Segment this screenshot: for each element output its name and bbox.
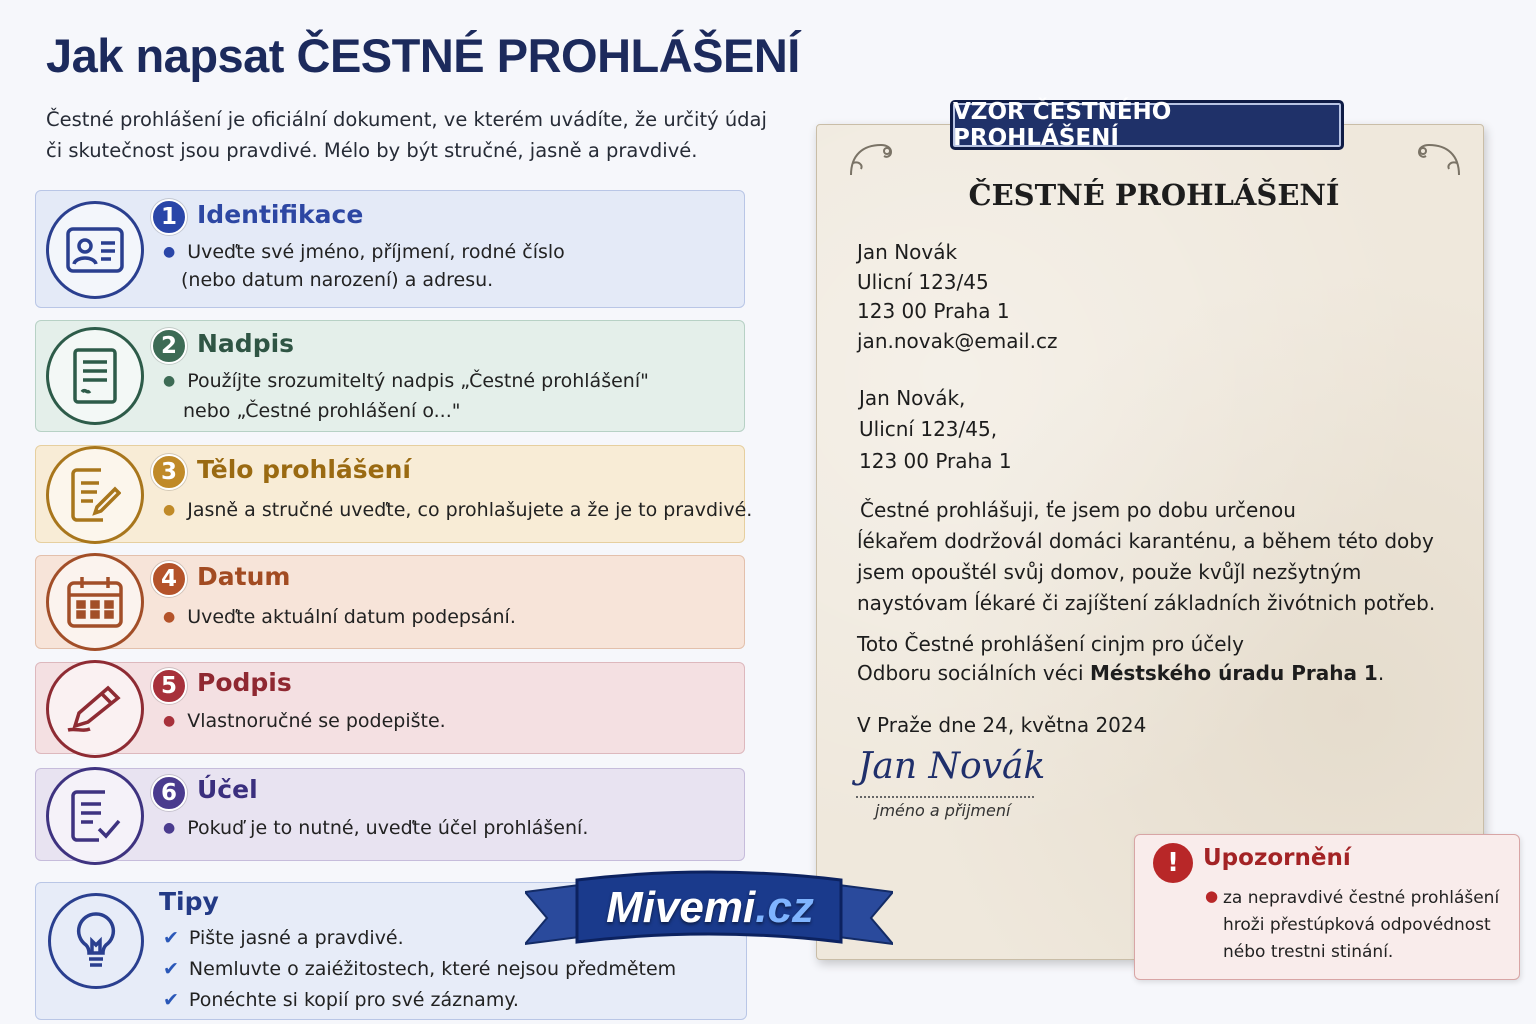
step-heading: Identifikace bbox=[197, 200, 364, 229]
date-line: V Praže dne 24, května 2024 bbox=[857, 713, 1147, 737]
sender-line: Ulicní 123/45 bbox=[857, 270, 989, 294]
warning-box bbox=[1134, 834, 1520, 980]
step-bullet: ● Jasně a stručné uveďte, co prohlašujete a že je to pravdivé. bbox=[163, 499, 753, 521]
check-icon: ✔ bbox=[163, 927, 179, 949]
tips-heading: Tipy bbox=[159, 887, 219, 916]
step-bullet: ● Použíjte srozumiteltý nadpis „Čestné prohlášení" bbox=[163, 370, 649, 392]
step-bullet-cont: (nebo datum narození) a adresu. bbox=[181, 269, 494, 291]
corner-ornament-icon bbox=[847, 139, 899, 179]
step-number: 3 bbox=[151, 454, 187, 490]
step-telo bbox=[35, 445, 753, 543]
recipient-line: Ulicní 123/45, bbox=[859, 417, 998, 441]
logo[interactable]: Mivemi .cz bbox=[606, 883, 814, 932]
sender-line: Jan Novák bbox=[857, 240, 958, 264]
tip-item: ✔ Pište jasné a pravdivé. bbox=[163, 927, 404, 949]
document-edit-icon bbox=[46, 446, 144, 544]
sender-line: jan.novak@email.cz bbox=[857, 329, 1058, 353]
exclamation-icon: ! bbox=[1153, 843, 1193, 883]
lightbulb-icon bbox=[48, 893, 144, 989]
purpose-line: Toto Čestné prohlášení cinjm pro účely bbox=[857, 632, 1244, 656]
sender-line: 123 00 Praha 1 bbox=[857, 299, 1010, 323]
step-bullet: ● Pokuď je to nutné, uveďte účel prohlášení. bbox=[163, 817, 589, 839]
body-line: jsem opouštél svůj domov, použe kvůǰl nezšytným bbox=[857, 560, 1362, 584]
step-heading: Účel bbox=[197, 775, 258, 804]
step-heading: Nadpis bbox=[197, 329, 295, 358]
step-heading: Datum bbox=[197, 562, 291, 591]
document-icon bbox=[46, 327, 144, 425]
step-podpis bbox=[35, 662, 745, 754]
tip-item: ✔ Ponéchte si kopií pro své záznamy. bbox=[163, 989, 519, 1011]
warning-text: za nepravdivé čestné prohlášení hroži přestúpková odpovédnost nébo trestni stinání. bbox=[1223, 888, 1500, 962]
recipient-line: 123 00 Praha 1 bbox=[859, 449, 1012, 473]
step-number: 1 bbox=[151, 199, 187, 235]
step-datum bbox=[35, 555, 745, 649]
step-bullet-cont: nebo „Čestné prohlášení o..." bbox=[183, 400, 461, 422]
recipient-line: Jan Novák, bbox=[859, 386, 966, 410]
step-number: 5 bbox=[151, 668, 187, 704]
step-nadpis bbox=[35, 320, 745, 432]
tip-item: ✔ Nemluvte o zaiéžitostech, které nejsou předmětem bbox=[163, 958, 677, 980]
body-line: ĺékařem dodržovál domáci karanténu, a během této doby bbox=[857, 529, 1434, 553]
corner-ornament-icon bbox=[1411, 139, 1463, 179]
step-bullet: ● Uveďte své jméno, příjmení, rodné číslo bbox=[163, 241, 565, 263]
step-ucel bbox=[35, 768, 745, 861]
check-icon: ✔ bbox=[163, 958, 179, 980]
page-title: Jak napsat ČESTNÉ PROHLÁŠENÍ bbox=[46, 29, 800, 82]
calendar-icon bbox=[46, 553, 144, 651]
intro-text: Čestné prohlášení je oficiální dokument, ve kterém uvádíte, že určitý údaj či skutečnost jsou pravdivé. Mélo by být stručné, jasně a pravdivé. bbox=[46, 108, 767, 162]
bullet-dot: ● bbox=[1205, 887, 1219, 905]
body-line: Čestné prohlášuji, ťe jsem po dobu určenou bbox=[860, 498, 1296, 522]
signature: Jan Novák bbox=[858, 746, 1046, 787]
body-line: naystóvam ĺékaré či zajíštení základních živótnich potřeb. bbox=[857, 591, 1436, 615]
step-number: 2 bbox=[151, 328, 187, 364]
purpose-line: Odboru sociálních véci Méstského úradu Praha 1. bbox=[857, 661, 1385, 685]
warning-heading: Upozornění bbox=[1203, 845, 1351, 871]
step-heading: Tělo prohlášení bbox=[197, 455, 411, 484]
signature-line bbox=[856, 796, 1034, 798]
id-card-icon bbox=[46, 201, 144, 299]
pen-icon bbox=[46, 660, 144, 758]
step-bullet: ● Uveďte aktuální datum podepsání. bbox=[163, 606, 516, 628]
document-title: ČESTNÉ PROHLÁŠENÍ bbox=[968, 178, 1340, 212]
step-heading: Podpis bbox=[197, 668, 292, 697]
step-bullet: ● Vlastnoručné se podepište. bbox=[163, 710, 446, 732]
sample-badge: VZOR ČESTNÉHO PROHLÁŠENÍ bbox=[950, 100, 1344, 150]
step-number: 6 bbox=[151, 775, 187, 811]
step-number: 4 bbox=[151, 561, 187, 597]
check-icon: ✔ bbox=[163, 989, 179, 1011]
checklist-icon bbox=[46, 767, 144, 865]
signature-caption: jméno a přijmení bbox=[875, 801, 1011, 820]
step-identifikace bbox=[35, 190, 745, 308]
